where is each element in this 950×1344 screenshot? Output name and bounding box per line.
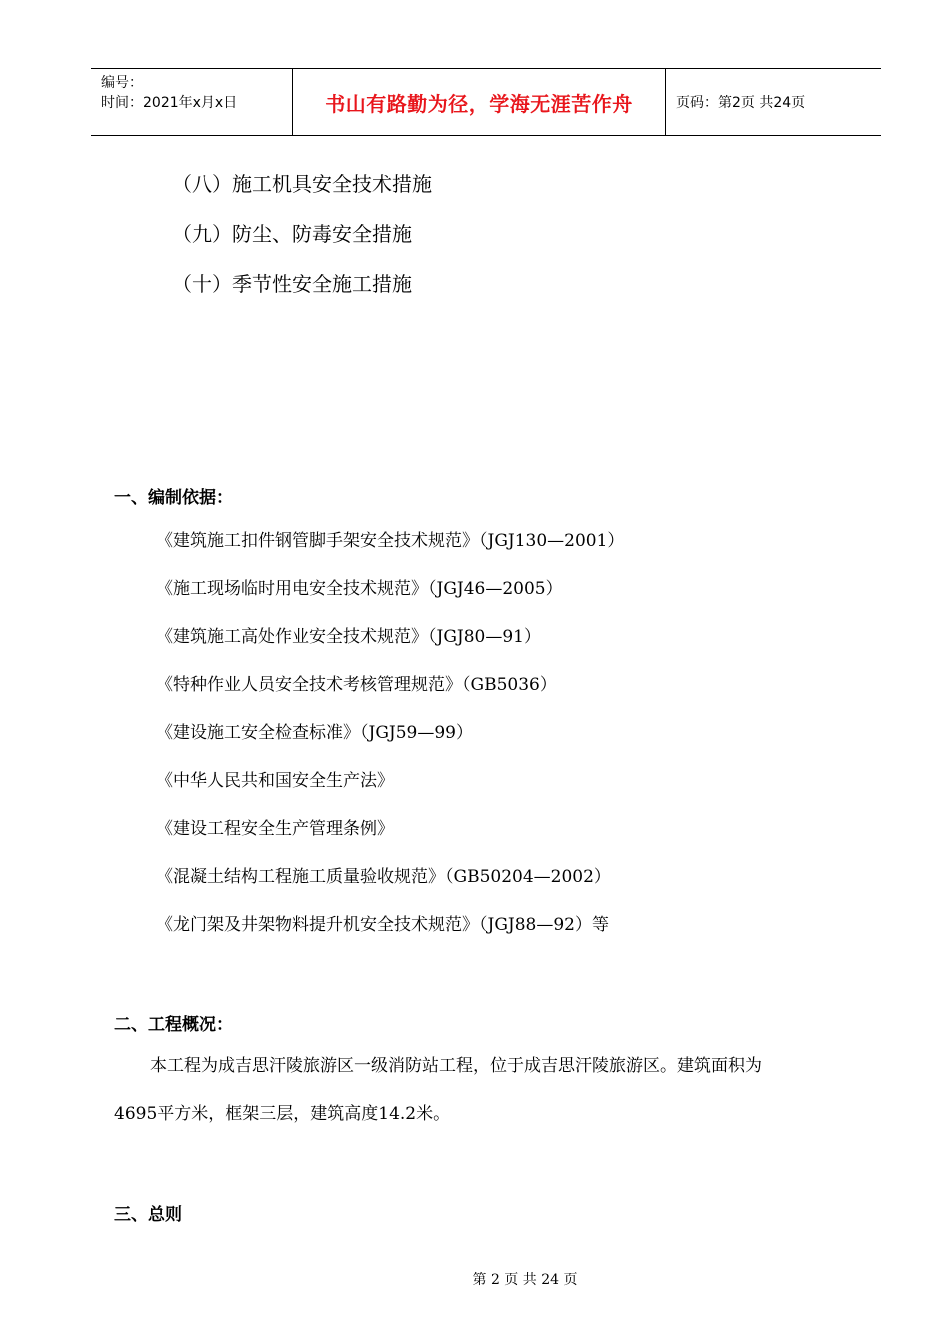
- basis-list: [156, 527, 624, 959]
- overview-heading: 二、工程概况：: [114, 1015, 233, 1035]
- basis-item: 《特种作业人员安全技术考核管理规范》（GB5036）: [156, 675, 557, 695]
- page-footer: 第 2 页 共 24 页: [472, 1272, 578, 1288]
- basis-item: 《建筑施工高处作业安全技术规范》（JGJ80—91）: [156, 627, 541, 647]
- overview-line: 4695平方米，框架三层，建筑高度14.2米。: [114, 1104, 451, 1124]
- basis-item: 《施工现场临时用电安全技术规范》（JGJ46—2005）: [156, 579, 563, 599]
- code-label: 编号：: [101, 75, 143, 91]
- toc-list: [172, 168, 432, 318]
- header-page-label: 页码：第2页 共24页: [676, 95, 806, 111]
- toc-item: （十）季节性安全施工措施: [172, 272, 412, 296]
- basis-item: 《建设工程安全生产管理条例》: [156, 819, 394, 839]
- basis-item: 《建筑施工扣件钢管脚手架安全技术规范》（JGJ130—2001）: [156, 531, 625, 551]
- basis-item: 《中华人民共和国安全生产法》: [156, 771, 394, 791]
- header-motto: 书山有路勤为径，学海无涯苦作舟: [293, 69, 666, 135]
- basis-item: 《混凝土结构工程施工质量验收规范》（GB50204—2002）: [156, 867, 611, 887]
- overview-paragraph: [114, 1052, 866, 1148]
- toc-item: （八）施工机具安全技术措施: [172, 172, 432, 196]
- basis-item: 《建设施工安全检查标准》（JGJ59—99）: [156, 723, 473, 743]
- header-meta: [91, 69, 293, 135]
- basis-item: 《龙门架及井架物料提升机安全技术规范》（JGJ88—92）等: [156, 915, 609, 935]
- time-label: 时间：2021年x月x日: [101, 95, 238, 111]
- general-heading: 三、总则: [114, 1205, 182, 1225]
- page-header: [91, 68, 881, 136]
- toc-item: （九）防尘、防毒安全措施: [172, 222, 412, 246]
- basis-heading: 一、编制依据：: [114, 488, 233, 508]
- overview-line: 本工程为成吉思汗陵旅游区一级消防站工程，位于成吉思汗陵旅游区。建筑面积为: [150, 1056, 762, 1076]
